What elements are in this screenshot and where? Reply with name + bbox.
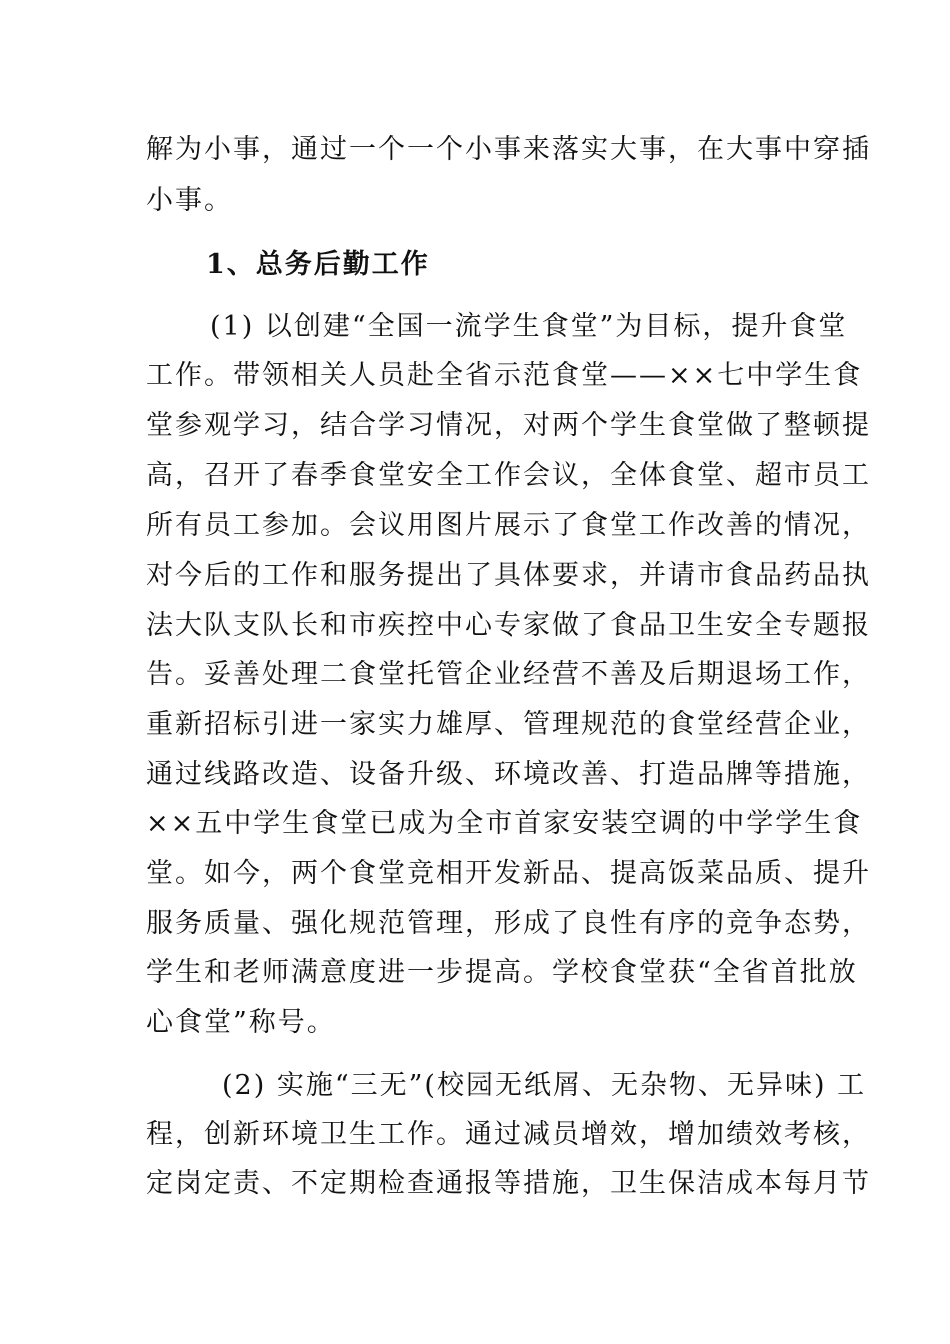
text-line: 学生和老师满意度进一步提高。学校食堂获“全省首批放 xyxy=(146,957,858,988)
text-line: 堂。如今，两个食堂竞相开发新品、提高饭菜品质、提升 xyxy=(146,858,871,889)
text-line: 对今后的工作和服务提出了具体要求，并请市食品药品执 xyxy=(146,560,871,591)
text-line: 程，创新环境卫生工作。通过减员增效，增加绩效考核， xyxy=(146,1119,871,1150)
text-line: 告。妥善处理二食堂托管企业经营不善及后期退场工作， xyxy=(146,659,871,690)
text-line: 工作。带领相关人员赴全省示范食堂——××七中学生食 xyxy=(146,360,863,391)
section-heading: 1、总务后勤工作 xyxy=(206,249,430,280)
text-line: 高，召开了春季食堂安全工作会议，全体食堂、超市员工 xyxy=(146,460,871,491)
text-line: ××五中学生食堂已成为全市首家安装空调的中学学生食 xyxy=(146,808,863,839)
text-line: 通过线路改造、设备升级、环境改善、打造品牌等措施， xyxy=(146,759,871,790)
text-line: 定岗定责、不定期检查通报等措施，卫生保洁成本每月节 xyxy=(146,1168,871,1199)
text-line: 所有员工参加。会议用图片展示了食堂工作改善的情况， xyxy=(146,510,871,541)
text-line: 堂参观学习，结合学习情况，对两个学生食堂做了整顿提 xyxy=(146,410,871,441)
text-line: 心食堂”称号。 xyxy=(146,1007,336,1038)
text-line: 重新招标引进一家实力雄厚、管理规范的食堂经营企业， xyxy=(146,709,871,740)
text-line: 解为小事，通过一个一个小事来落实大事，在大事中穿插 xyxy=(146,134,871,165)
text-line: 服务质量、强化规范管理，形成了良性有序的竞争态势， xyxy=(146,908,871,939)
paragraph-1-start: (1) 以创建“全国一流学生食堂”为目标，提升食堂 xyxy=(210,311,848,342)
text-line: 法大队支队长和市疾控中心专家做了食品卫生安全专题报 xyxy=(146,610,871,641)
text-line: 小事。 xyxy=(146,185,233,216)
paragraph-2-start: (2) 实施“三无”(校园无纸屑、无杂物、无异味) 工 xyxy=(222,1070,867,1101)
